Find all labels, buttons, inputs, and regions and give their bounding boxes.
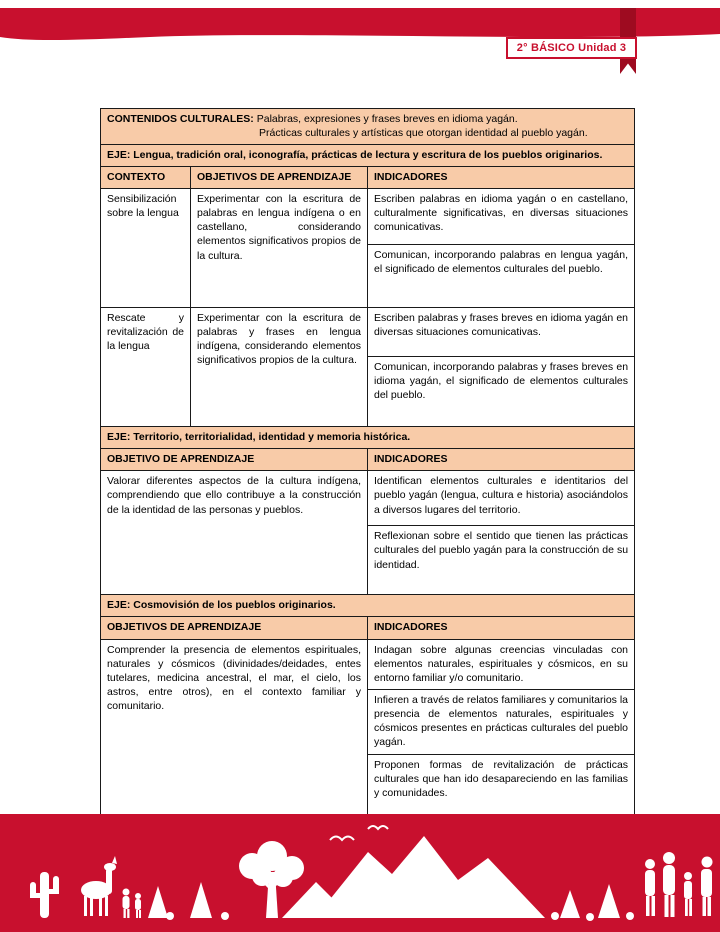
curriculum-table-wrap — [100, 108, 634, 848]
contenidos-text1: Palabras, expresiones y frases breves en idioma yagán. — [256, 113, 518, 125]
contenidos-line1 — [107, 112, 628, 126]
column-header-contexto: CONTEXTO — [101, 167, 191, 189]
column-header-indicadores: INDICADORES — [368, 449, 635, 471]
indicador-cell: Escriben palabras y frases breves en idioma yagán en diversas situaciones comunicativas. — [368, 308, 635, 357]
objetivo-cell: Experimentar con la escritura de palabras en lengua indígena o en castellano, considerando elementos significativos propios de la cultura. — [191, 189, 368, 308]
indicador-cell: Reflexionan sobre el sentido que tienen las prácticas culturales del pueblo yagán para la construcción de su identidad. — [368, 526, 635, 595]
indicador-cell: Proponen formas de revitalización de prácticas culturales que han ido desapareciendo en las familias y comunidades. — [368, 754, 635, 825]
unit-badge-label: 2° BÁSICO Unidad 3 — [516, 42, 627, 54]
contexto-cell: Rescate y revitalización de la lengua — [101, 308, 191, 427]
column-header-objetivos: OBJETIVOS DE APRENDIZAJE — [191, 167, 368, 189]
eje-row-lengua: EJE: Lengua, tradición oral, iconografía, prácticas de lectura y escritura de los pueblos originarios. — [101, 145, 635, 167]
indicador-cell: Indagan sobre algunas creencias vinculadas con elementos naturales, espirituales y cósmicos, en su entorno familiar y/o comunitario. — [368, 639, 635, 689]
indicador-cell: Identifican elementos culturales e identitarios del pueblo yagán (lengua, cultura e historia) asociándolos a diversos lugares del territorio. — [368, 471, 635, 526]
indicador-cell: Comunican, incorporando palabras en lengua yagán, el significado de elementos culturales del pueblo. — [368, 245, 635, 308]
contenidos-label: CONTENIDOS CULTURALES: — [107, 113, 254, 125]
objetivo-cell: Valorar diferentes aspectos de la cultura indígena, comprendiendo que ello contribuye a la construcción de la identidad de las personas y pueblos. — [101, 471, 368, 595]
indicador-cell: Infieren a través de relatos familiares y comunitarios la presencia de elementos naturales, espirituales y cósmicos presentes en prácticas culturales del pueblo yagán. — [368, 689, 635, 754]
column-header-indicadores: INDICADORES — [368, 167, 635, 189]
contenidos-text2: Prácticas culturales y artísticas que otorgan identidad al pueblo yagán. — [259, 127, 588, 140]
footer-landscape-silhouette — [0, 814, 720, 932]
eje-row-territorio: EJE: Territorio, territorialidad, identidad y memoria histórica. — [101, 427, 635, 449]
eje-row-cosmovision: EJE: Cosmovisión de los pueblos originarios. — [101, 595, 635, 617]
column-header-indicadores: INDICADORES — [368, 617, 635, 639]
contexto-cell: Sensibilización sobre la lengua — [101, 189, 191, 308]
column-header-objetivo-singular: OBJETIVO DE APRENDIZAJE — [101, 449, 368, 471]
column-header-objetivos-plural: OBJETIVOS DE APRENDIZAJE — [101, 617, 368, 639]
contenidos-culturales-row — [101, 109, 635, 145]
objetivo-cell: Comprender la presencia de elementos espirituales, naturales y cósmicos (divinidades/deidades, entes tutelares, medicina ancestral, el mar, el cielo, los astros, entre otros), en el contexto familiar y comunitario. — [101, 639, 368, 825]
unit-badge — [506, 37, 637, 59]
indicador-cell: Escriben palabras en idioma yagán o en castellano, culturalmente significativas, en diversas situaciones comunicativas. — [368, 189, 635, 245]
objetivo-cell: Experimentar con la escritura de palabras y frases en lengua indígena, considerando elementos significativos propios de la cultura. — [191, 308, 368, 427]
indicador-cell: Comunican, incorporando palabras y frases breves en idioma yagán, el significado de elementos culturales del pueblo. — [368, 357, 635, 427]
curriculum-table — [100, 108, 635, 848]
